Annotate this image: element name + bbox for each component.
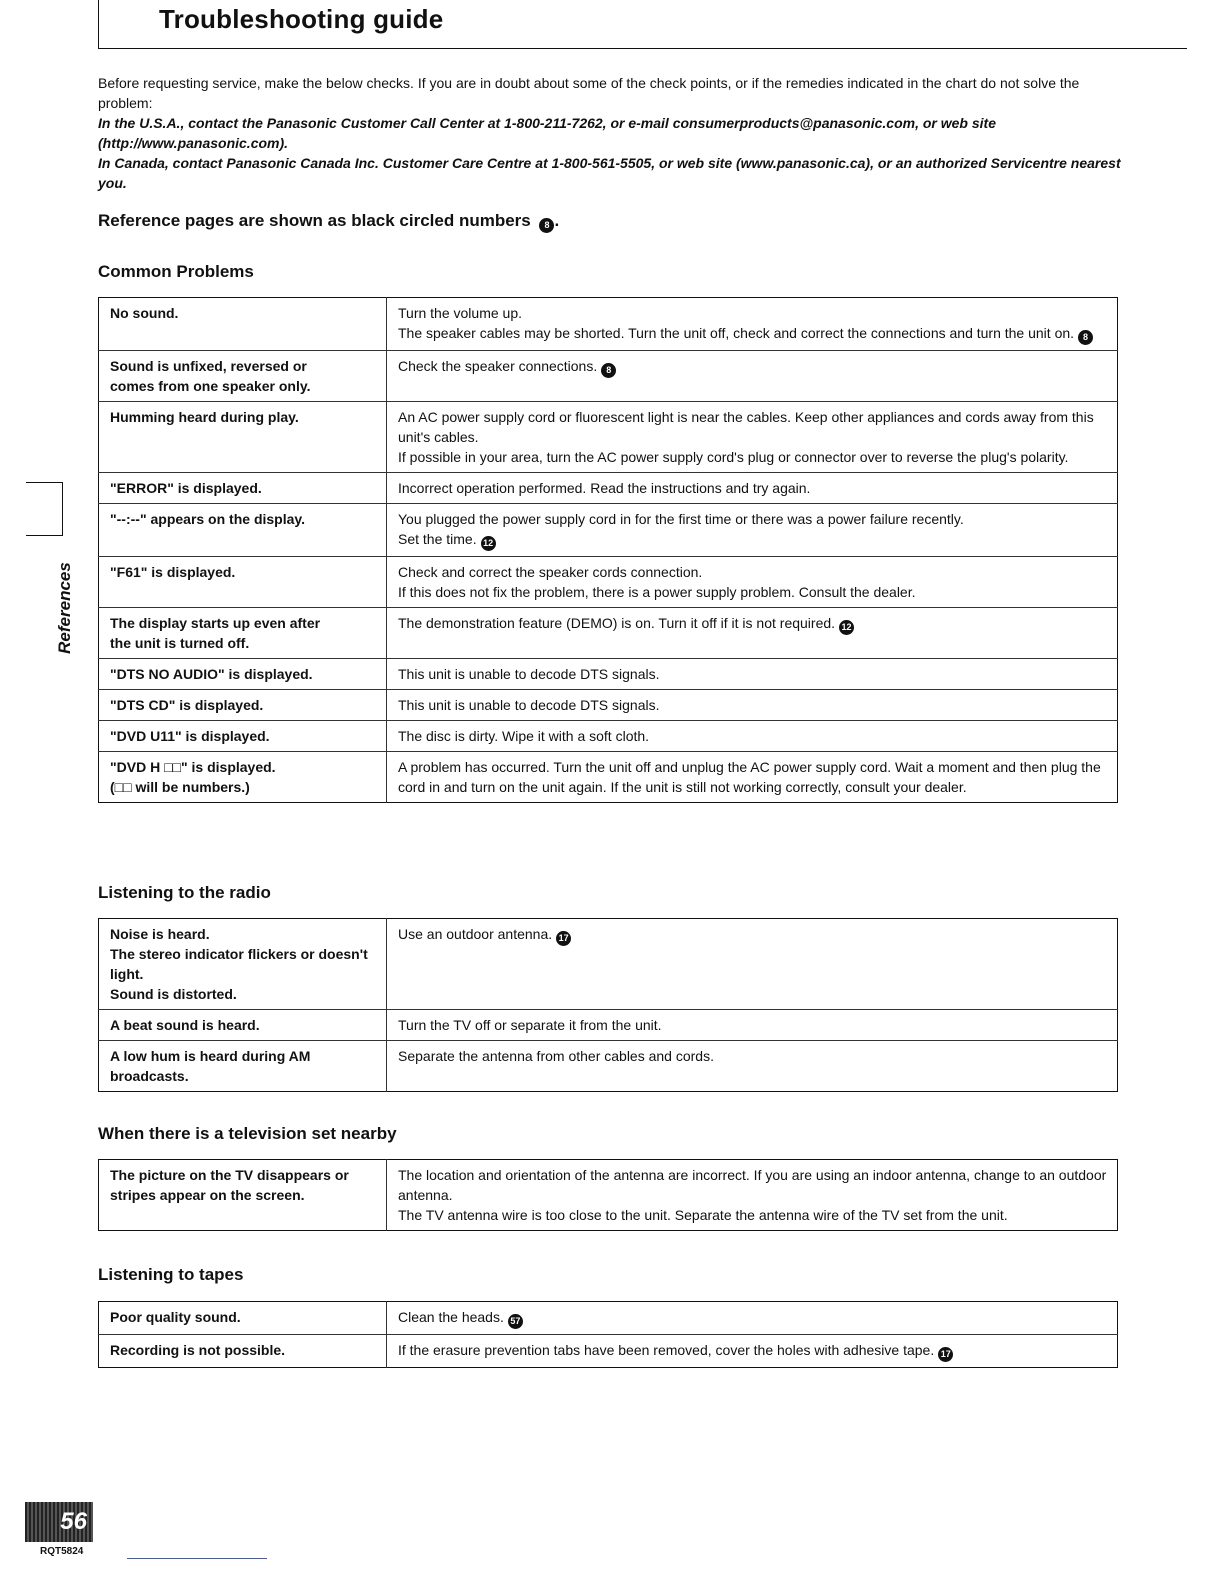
table-row — [99, 919, 1118, 1010]
table-row — [99, 298, 1118, 351]
solution-text — [398, 1340, 1107, 1362]
problem-text: "--:--" appears on the display. — [110, 511, 306, 527]
page-number-box — [25, 1502, 93, 1542]
solution-text: You plugged the power supply cord in for the first time or there was a power failure recently. — [398, 511, 964, 527]
problem-cell — [99, 721, 387, 752]
problem-text: Poor quality sound. — [110, 1309, 241, 1325]
reference-note-text: Reference pages are shown as black circled numbers — [98, 211, 531, 230]
problem-cell — [99, 1335, 387, 1368]
table-row — [99, 721, 1118, 752]
solution-cell — [387, 351, 1118, 402]
solution-cell — [387, 1302, 1118, 1335]
solution-text: The location and orientation of the antenna are incorrect. If you are using an indoor antenna, change to an outdoor antenna. — [398, 1167, 1107, 1203]
problem-cell — [99, 1041, 387, 1092]
solution-text-part: The demonstration feature (DEMO) is on. Turn it off if it is not required. — [398, 615, 836, 631]
solution-cell — [387, 721, 1118, 752]
solution-text — [398, 356, 1107, 378]
solution-cell — [387, 752, 1118, 803]
page-ref-icon: 57 — [508, 1314, 523, 1329]
side-label: References — [55, 562, 74, 654]
solution-cell — [387, 557, 1118, 608]
problem-cell — [99, 557, 387, 608]
table-row — [99, 690, 1118, 721]
solution-text-part: Set the time. — [398, 531, 477, 547]
table-row — [99, 608, 1118, 659]
table-row — [99, 1302, 1118, 1335]
reference-note — [98, 211, 559, 233]
solution-cell — [387, 504, 1118, 557]
problem-text: the unit is turned off. — [110, 635, 250, 651]
tv-heading: When there is a television set nearby — [98, 1124, 397, 1143]
problem-text: Sound is distorted. — [110, 986, 237, 1002]
table-row — [99, 1041, 1118, 1092]
problem-cell — [99, 1160, 387, 1231]
tv-table — [98, 1159, 1118, 1231]
problem-text: Sound is unfixed, reversed or — [110, 358, 307, 374]
solution-text: This unit is unable to decode DTS signals. — [398, 666, 660, 682]
table-row — [99, 351, 1118, 402]
solution-text-part: Clean the heads. — [398, 1309, 504, 1325]
solution-cell — [387, 1335, 1118, 1368]
problem-text: The picture on the TV disappears or stripes appear on the screen. — [110, 1167, 349, 1203]
solution-text: The TV antenna wire is too close to the unit. Separate the antenna wire of the TV set from the unit. — [398, 1207, 1008, 1223]
table-row — [99, 504, 1118, 557]
table-row — [99, 1160, 1118, 1231]
problem-cell — [99, 298, 387, 351]
table-row — [99, 402, 1118, 473]
solution-text: Incorrect operation performed. Read the instructions and try again. — [398, 480, 811, 496]
table-row — [99, 557, 1118, 608]
intro-text: Before requesting service, make the below checks. If you are in doubt about some of the check points, or if the remedies indicated in the chart do not solve the problem: — [98, 75, 1080, 111]
solution-text: If this does not fix the problem, there is a power supply problem. Consult the dealer. — [398, 584, 916, 600]
page-ref-icon: 8 — [601, 363, 616, 378]
problem-text: No sound. — [110, 305, 179, 321]
solution-cell — [387, 473, 1118, 504]
solution-cell — [387, 402, 1118, 473]
problem-text: "DTS NO AUDIO" is displayed. — [110, 666, 313, 682]
page-number: 56 — [60, 1508, 87, 1535]
tapes-table — [98, 1301, 1118, 1368]
problem-text: "F61" is displayed. — [110, 564, 236, 580]
problem-cell — [99, 752, 387, 803]
side-tab-box — [26, 482, 63, 536]
reference-circle-icon: 8 — [539, 218, 554, 233]
problem-cell — [99, 1302, 387, 1335]
problem-cell — [99, 402, 387, 473]
solution-cell — [387, 1041, 1118, 1092]
problem-cell — [99, 690, 387, 721]
solution-cell — [387, 1160, 1118, 1231]
footer-rule — [127, 1558, 267, 1559]
canada-contact: In Canada, contact Panasonic Canada Inc. Customer Care Centre at 1-800-561-5505, or web site (www.panasonic.ca), or an authorized Servicentre nearest you. — [98, 155, 1121, 191]
solution-cell — [387, 690, 1118, 721]
solution-text — [398, 1307, 1107, 1329]
intro — [98, 73, 1123, 193]
problem-text: (□□ will be numbers.) — [110, 779, 250, 795]
problem-cell — [99, 1010, 387, 1041]
solution-text: Turn the TV off or separate it from the unit. — [398, 1017, 662, 1033]
solution-text: The disc is dirty. Wipe it with a soft cloth. — [398, 728, 650, 744]
solution-cell — [387, 659, 1118, 690]
problem-text: A beat sound is heard. — [110, 1017, 260, 1033]
page-ref-icon: 17 — [938, 1347, 953, 1362]
page-title-bar — [98, 0, 1187, 49]
solution-text: If possible in your area, turn the AC power supply cord's plug or connector over to reverse the plug's polarity. — [398, 449, 1069, 465]
common-problems-table — [98, 297, 1118, 803]
solution-text — [398, 529, 1107, 551]
solution-text: An AC power supply cord or fluorescent light is near the cables. Keep other appliances and cords away from this unit's cables. — [398, 409, 1094, 445]
problem-cell — [99, 659, 387, 690]
solution-text: Turn the volume up. — [398, 305, 522, 321]
page-ref-icon: 17 — [556, 931, 571, 946]
solution-text — [398, 924, 1107, 946]
problem-text: "DVD U11" is displayed. — [110, 728, 270, 744]
problem-text: "DVD H □□" is displayed. — [110, 759, 276, 775]
solution-text — [398, 323, 1107, 345]
page-ref-icon: 12 — [481, 536, 496, 551]
radio-heading: Listening to the radio — [98, 883, 271, 902]
table-row — [99, 1335, 1118, 1368]
solution-text-part: If the erasure prevention tabs have been removed, cover the holes with adhesive tape. — [398, 1342, 935, 1358]
problem-text: comes from one speaker only. — [110, 378, 311, 394]
problem-text: "DTS CD" is displayed. — [110, 697, 264, 713]
problem-text: Recording is not possible. — [110, 1342, 286, 1358]
page-ref-icon: 8 — [1078, 330, 1093, 345]
problem-cell — [99, 351, 387, 402]
solution-text: Check and correct the speaker cords connection. — [398, 564, 703, 580]
solution-text: A problem has occurred. Turn the unit off and unplug the AC power supply cord. Wait a moment and then plug the cord in and turn on the unit again. If the unit is still not working correctly, consult your dealer. — [398, 759, 1101, 795]
problem-text: Noise is heard. — [110, 926, 210, 942]
table-row — [99, 1010, 1118, 1041]
problem-text: The stereo indicator flickers or doesn't light. — [110, 946, 368, 982]
solution-text: Separate the antenna from other cables and cords. — [398, 1048, 714, 1064]
problem-text: A low hum is heard during AM broadcasts. — [110, 1048, 311, 1084]
solution-cell — [387, 919, 1118, 1010]
tapes-heading: Listening to tapes — [98, 1265, 244, 1284]
table-row — [99, 659, 1118, 690]
reference-note-end: . — [554, 211, 560, 230]
radio-table — [98, 918, 1118, 1092]
solution-cell — [387, 1010, 1118, 1041]
solution-text — [398, 613, 1107, 635]
page-title: Troubleshooting guide — [159, 4, 444, 34]
problem-cell — [99, 504, 387, 557]
table-row — [99, 473, 1118, 504]
problem-text: The display starts up even after — [110, 615, 321, 631]
solution-text: This unit is unable to decode DTS signals. — [398, 697, 660, 713]
usa-contact: In the U.S.A., contact the Panasonic Customer Call Center at 1-800-211-7262, or e-mail consumerproducts@panasonic.com, or web site (http://www.panasonic.com). — [98, 115, 996, 151]
page-ref-icon: 12 — [839, 620, 854, 635]
table-row — [99, 752, 1118, 803]
solution-cell — [387, 298, 1118, 351]
problem-text: Humming heard during play. — [110, 409, 299, 425]
problem-cell — [99, 473, 387, 504]
document-code: RQT5824 — [40, 1546, 84, 1557]
solution-text-part: The speaker cables may be shorted. Turn the unit off, check and correct the connections and turn the unit on. — [398, 325, 1075, 341]
problem-text: "ERROR" is displayed. — [110, 480, 262, 496]
solution-cell — [387, 608, 1118, 659]
solution-text-part: Check the speaker connections. — [398, 358, 598, 374]
solution-text-part: Use an outdoor antenna. — [398, 926, 553, 942]
problem-cell — [99, 608, 387, 659]
problem-cell — [99, 919, 387, 1010]
common-problems-heading: Common Problems — [98, 262, 254, 281]
